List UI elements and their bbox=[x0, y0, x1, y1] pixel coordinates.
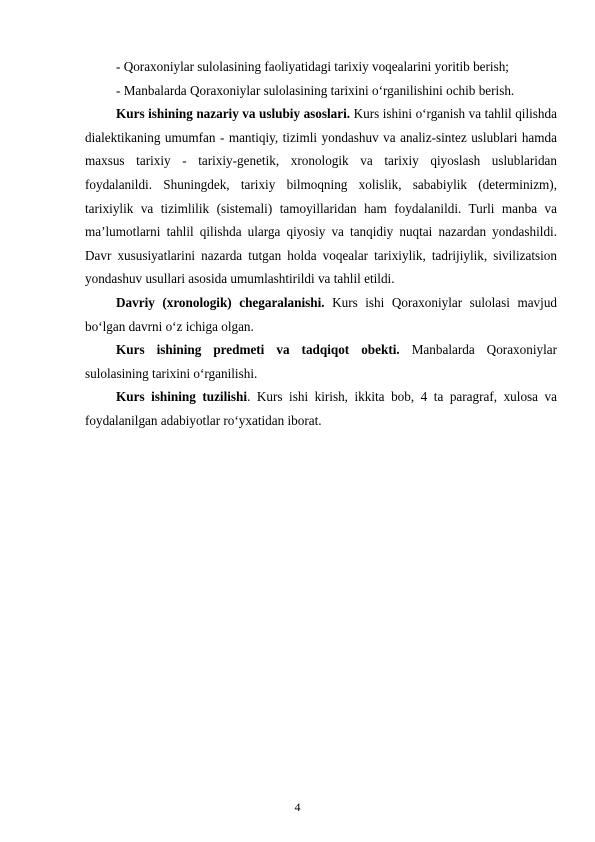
paragraph-structure bbox=[85, 385, 557, 432]
paragraph-chronology-heading: Davriy (xronologik) chegaralanishi. bbox=[116, 294, 325, 310]
paragraph-subject-text: Manbalarda Qoraxoniylar sulolasining tarixini o‘rganilishi. bbox=[85, 342, 557, 381]
page-number: 4 bbox=[294, 800, 301, 814]
paragraph-methodology-text: Kurs ishini o‘rganish va tahlil qilishda dialektikaning umumfan - mantiqiy, tizimli yondashuv va analiz-sintez uslublari hamda maxsus tarixiy - tarixiy-genetik, xronologik va tarixiy qiyoslash uslublaridan foydalanildi. Shuningdek, tarixiy bilmoqning xolislik, sababiylik (determinizm), tarixiylik va tizimlilik (sistemali) tamoyillaridan ham foydalanildi. Turli manba va ma’lumotlarni tahlil qilishda ularga qiyosiy va tanqidiy nuqtai nazardan yondashildi. Davr xususiyatlarini nazarda tutgan holda voqealar tarixiylik, tadrijiylik, sivilizatsion yondashuv usullari asosida umumlashtirildi va tahlil etildi. bbox=[85, 106, 557, 287]
paragraph-subject bbox=[85, 338, 557, 385]
page-body bbox=[85, 55, 557, 433]
paragraph-subject-heading: Kurs ishining predmeti va tadqiqot obekti. bbox=[116, 342, 400, 358]
paragraph-structure-text: . Kurs ishi kirish, ikkita bob, 4 ta paragraf, xulosa va foydalanilgan adabiyotlar ro‘yxatidan iborat. bbox=[85, 389, 557, 428]
paragraph-methodology-heading: Kurs ishining nazariy va uslubiy asoslari. bbox=[116, 106, 351, 122]
bullet-item-2: - Manbalarda Qoraxoniylar sulolasining tarixini o‘rganilishini ochib berish. bbox=[116, 82, 515, 98]
paragraph-structure-heading: Kurs ishining tuzilishi bbox=[116, 389, 248, 405]
paragraph-methodology bbox=[85, 102, 557, 291]
bullet-item-1: - Qoraxoniylar sulolasining faoliyatidagi tarixiy voqealarini yoritib berish; bbox=[116, 59, 509, 74]
paragraph-chronology-text: Kurs ishi Qoraxoniylar sulolasi mavjud bo‘lgan davrni o‘z ichiga olgan. bbox=[85, 294, 558, 334]
paragraph-chronology bbox=[85, 291, 557, 338]
